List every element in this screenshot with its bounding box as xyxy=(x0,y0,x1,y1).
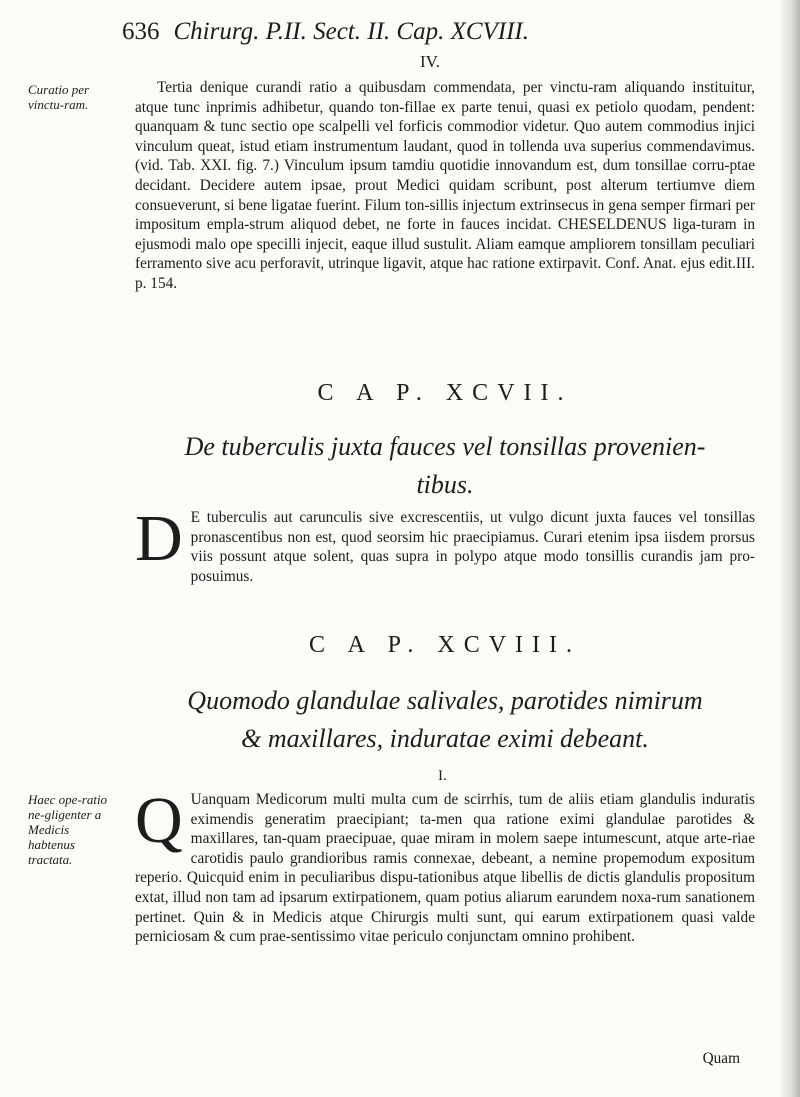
page-number: 636 xyxy=(122,18,160,45)
margin-note-haec-operatio: Haec ope-ratio ne-gligenter a Medicis habtenus tractata. xyxy=(28,792,108,867)
page-gutter-shadow xyxy=(778,0,800,1097)
chapter-98-drop-cap: Q xyxy=(135,784,183,857)
chapter-98-title-line-2: & maxillares, induratae eximi debeant. xyxy=(241,724,649,753)
margin-note-curatio: Curatio per vinctu-ram. xyxy=(28,82,90,112)
chapter-97-text: E tuberculis aut carunculis sive excrescentiis, ut vulgo dicunt juxta fauces vel tonsillas pronascentibus non est, quod seorsim hic praecipiamus. Curari etenim ipsa iisdem prorsus viis possunt atque solent, quas supra in polypo atque modo tonsillis curandis jam pro-posuimus. xyxy=(190,509,755,585)
chapter-97-paragraph xyxy=(135,502,755,586)
chapter-98-label: C A P. XCVIII. xyxy=(308,632,582,658)
paragraph-section-iv xyxy=(135,78,755,294)
chapter-98-title xyxy=(135,682,755,758)
chapter-97-label: C A P. XCVII. xyxy=(317,380,573,406)
catchword: Quam xyxy=(702,1050,740,1067)
paragraph-iv-text: Tertia denique curandi ratio a quibusdam commendata, per vinctu-ram aliquando instituitur, atque tunc inprimis adhibetur, quando ton-fillae ex parte tenui, quasi ex petiolo quodam, pendent: quanquam & tunc sectio ope scalpelli vel forficis commodior videtur. Quo autem commodius injici vinculum queat, istud etiam instrumentum laudant, quod in tollenda uva superius commendavimus. (vid. Tab. XXI. fig. 7.) Vinculum ipsum tamdiu quotidie innovandum est, dum tonsillae corru-ptae decidant. Decidere autem ipsae, prout Medici quidam scribunt, post alterum tertiumve diem consueverunt, si bene ligatae fuerint. Filum ton-sillis injectum extrinsecus in gena semper firmari per impositum empla-strum aliquod debet, ne forte in fauces incidat. CHESELDENUS liga-turam in ejusmodi malo ope specilli injecit, eaque illud sustulit. Aliam eamque ampliorem tonsillam peculiari ferramento sive acu perforavit, utrinque ligavit, atque hac ratione extirpavit. Conf. Anat. ejus edit.III. p. 154. xyxy=(135,79,755,292)
running-title: Chirurg. P.II. Sect. II. Cap. XCVIII. xyxy=(173,18,530,45)
chapter-97-title-line-2: tibus. xyxy=(416,470,474,499)
chapter-98-text: Uanquam Medicorum multi multa cum de scirrhis, tum de aliis etiam glandulis induratis eximendis generatim praecipiant; ta-men qua ratione eximi glandulae parotides & maxillares, tan-quam praecipuae, quae miram in molem saepe intumescunt, atque arte-riae carotidis paulo grandioribus ramis connexae, debeant, a nemine propemodum expositum reperio. Quicquid enim in peculiaribus dispu-tationibus atque libellis de dictis glandulis propositum extat, illud non tam ad ipsarum extirpationem, quam potius aliarum earundem noxa-rum sanationem pertinet. Quin & in Medicis atque Chirurgis multi sunt, qui earum extirpationem quasi valde perniciosam & cum prae-sentissimo vitae periculo conjunctam omnino prohibent. xyxy=(135,791,755,946)
chapter-97-title-line-1: De tuberculis juxta fauces vel tonsillas provenien- xyxy=(184,432,706,461)
chapter-98-paragraph xyxy=(135,784,755,947)
chapter-97-title xyxy=(135,428,755,504)
running-head xyxy=(122,18,742,46)
section-numeral-iv: IV. xyxy=(420,52,440,71)
chapter-98-title-line-1: Quomodo glandulae salivales, parotides nimirum xyxy=(187,686,703,715)
chapter-97-drop-cap: D xyxy=(135,502,183,575)
chapter-98-section-numeral: I. xyxy=(438,768,447,784)
